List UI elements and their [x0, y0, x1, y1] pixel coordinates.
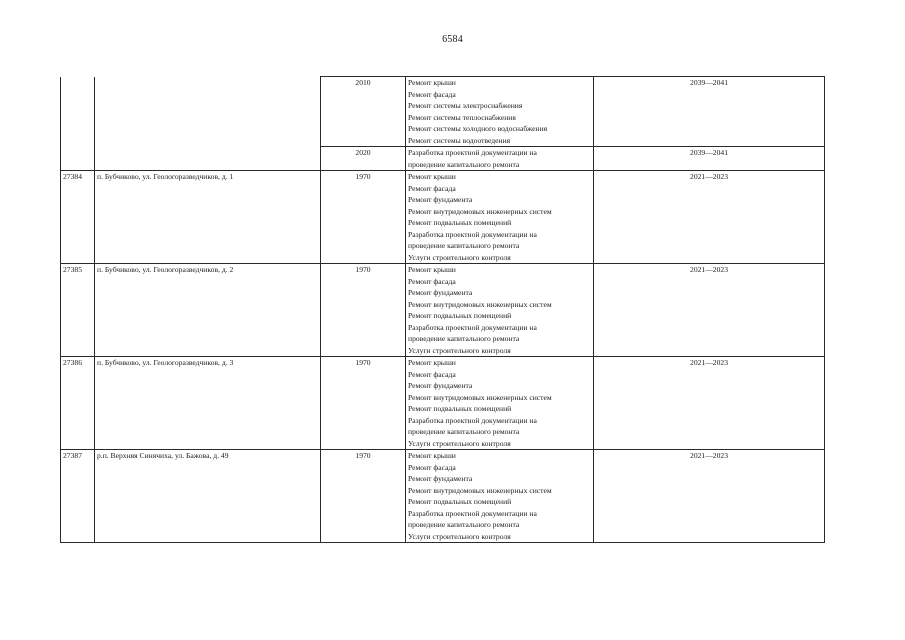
table-row	[61, 450, 825, 543]
capital-repair-table	[60, 76, 825, 543]
address-cell: п. Бубчиково, ул. Геологоразведчиков, д. 2	[95, 264, 321, 357]
work-item: проведение капитального ремонта	[408, 427, 520, 436]
work-item: Ремонт подвальных помещений	[408, 404, 512, 413]
works-cell	[406, 450, 594, 543]
work-item: Ремонт системы электроснабжения	[408, 101, 523, 110]
address-cell: п. Бубчиково, ул. Геологоразведчиков, д. 3	[95, 357, 321, 450]
work-item: проведение капитального ремонта	[408, 520, 520, 529]
work-item: Ремонт крыши	[408, 265, 456, 274]
work-item: Ремонт фасада	[408, 276, 456, 286]
works-cell	[406, 147, 594, 171]
work-item: Ремонт системы холодного водоснабжения	[408, 124, 548, 133]
period-cell: 2039—2041	[594, 77, 825, 147]
page-number: 6584	[442, 34, 463, 45]
work-item: Ремонт фасада	[408, 183, 456, 193]
row-number-cell	[61, 77, 95, 147]
year-cell: 1970	[321, 171, 406, 264]
period-cell: 2021—2023	[594, 357, 825, 450]
works-cell	[406, 357, 594, 450]
work-item: Ремонт фундамента	[408, 474, 473, 483]
year-cell: 1970	[321, 357, 406, 450]
work-item: Ремонт крыши	[408, 78, 456, 87]
work-item: Разработка проектной документации на	[408, 508, 537, 518]
work-item: Ремонт фасада	[408, 89, 456, 99]
work-item: Ремонт системы водоотведения	[408, 135, 511, 145]
work-item: проведение капитального ремонта	[408, 159, 520, 169]
work-item: проведение капитального ремонта	[408, 241, 520, 250]
row-number-cell: 27386	[61, 357, 95, 450]
year-cell: 2010	[321, 77, 406, 147]
table-row	[61, 147, 825, 171]
year-cell: 1970	[321, 450, 406, 543]
period-cell: 2039—2041	[594, 147, 825, 171]
work-item: Услуги строительного контроля	[408, 438, 511, 448]
address-cell	[95, 147, 321, 171]
works-cell	[406, 264, 594, 357]
address-cell: п. Бубчиково, ул. Геологоразведчиков, д. 1	[95, 171, 321, 264]
work-item: Ремонт фасада	[408, 369, 456, 379]
work-item: проведение капитального ремонта	[408, 334, 520, 343]
work-item: Услуги строительного контроля	[408, 345, 511, 355]
work-item: Ремонт фасада	[408, 462, 456, 472]
work-item: Разработка проектной документации на	[408, 322, 537, 332]
period-cell: 2021—2023	[594, 264, 825, 357]
work-item: Ремонт фундамента	[408, 381, 473, 390]
table-row	[61, 264, 825, 357]
work-item: Ремонт системы теплоснабжения	[408, 112, 516, 122]
work-item: Ремонт крыши	[408, 451, 456, 460]
work-item: Ремонт подвальных помещений	[408, 311, 512, 320]
work-item: Разработка проектной документации на	[408, 148, 537, 157]
row-number-cell: 27384	[61, 171, 95, 264]
works-cell	[406, 77, 594, 147]
row-number-cell	[61, 147, 95, 171]
work-item: Ремонт подвальных помещений	[408, 497, 512, 506]
work-item: Ремонт подвальных помещений	[408, 218, 512, 227]
work-item: Ремонт внутридомовых инженерных систем	[408, 485, 552, 495]
work-item: Услуги строительного контроля	[408, 252, 511, 262]
work-item: Разработка проектной документации на	[408, 415, 537, 425]
row-number-cell: 27387	[61, 450, 95, 543]
work-item: Ремонт крыши	[408, 172, 456, 181]
works-cell	[406, 171, 594, 264]
work-item: Ремонт внутридомовых инженерных систем	[408, 299, 552, 309]
work-item: Ремонт крыши	[408, 358, 456, 367]
work-item: Ремонт фундамента	[408, 195, 473, 204]
work-item: Ремонт внутридомовых инженерных систем	[408, 206, 552, 216]
table-row	[61, 357, 825, 450]
work-item: Разработка проектной документации на	[408, 229, 537, 239]
period-cell: 2021—2023	[594, 450, 825, 543]
work-item: Ремонт внутридомовых инженерных систем	[408, 392, 552, 402]
work-item: Ремонт фундамента	[408, 288, 473, 297]
work-item: Услуги строительного контроля	[408, 531, 511, 541]
address-cell: р.п. Верхняя Синячиха, ул. Бажова, д. 49	[95, 450, 321, 543]
year-cell: 2020	[321, 147, 406, 171]
address-cell	[95, 77, 321, 147]
year-cell: 1970	[321, 264, 406, 357]
table-row	[61, 171, 825, 264]
table-row	[61, 77, 825, 147]
row-number-cell: 27385	[61, 264, 95, 357]
period-cell: 2021—2023	[594, 171, 825, 264]
